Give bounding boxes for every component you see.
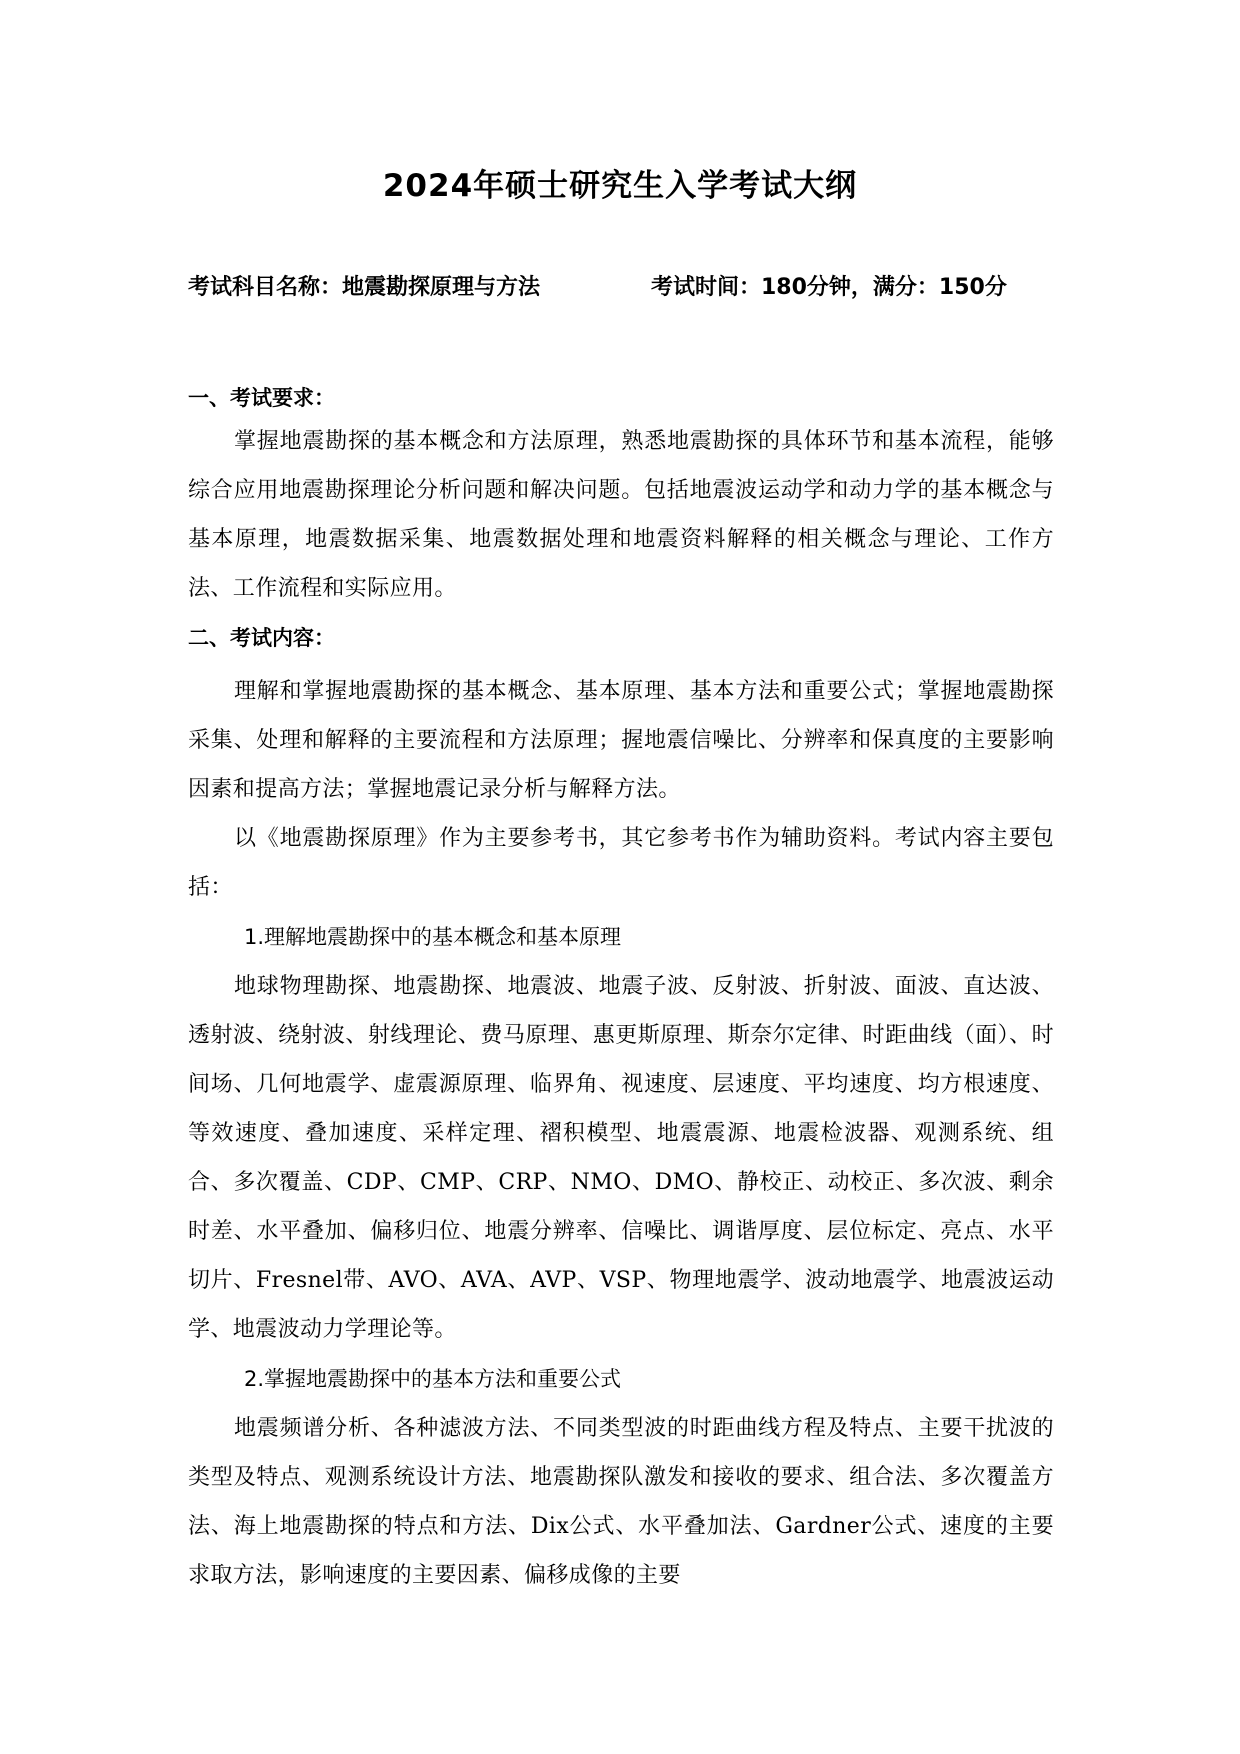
- document-title: 2024年硕士研究生入学考试大纲: [382, 168, 858, 204]
- section-heading-content: 二、考试内容：: [188, 626, 335, 650]
- exam-time-score: 考试时间：180分钟，满分：150分: [651, 275, 1007, 300]
- exam-info-line: [188, 270, 1068, 301]
- content-paragraph-2: 以《地震勘探原理》作为主要参考书，其它参考书作为辅助资料。考试内容主要包括：: [188, 826, 1054, 900]
- exam-subject: 考试科目名称：地震勘探原理与方法: [188, 275, 541, 300]
- subsection-heading-1: 1.理解地震勘探中的基本概念和基本原理: [244, 925, 622, 949]
- subsection-paragraph-2: 地震频谱分析、各种滤波方法、不同类型波的时距曲线方程及特点、主要干扰波的类型及特点、观测系统设计方法、地震勘探队激发和接收的要求、组合法、多次覆盖方法、海上地震勘探的特点和方法、Dix公式、水平叠加法、Gardner公式、速度的主要求取方法，影响速度的主要因素、偏移成像的主要: [188, 1416, 1054, 1588]
- subsection-paragraph-1: 地球物理勘探、地震勘探、地震波、地震子波、反射波、折射波、面波、直达波、透射波、绕射波、射线理论、费马原理、惠更斯原理、斯奈尔定律、时距曲线（面）、时间场、几何地震学、虚震源原理、临界角、视速度、层速度、平均速度、均方根速度、等效速度、叠加速度、采样定理、褶积模型、地震震源、地震检波器、观测系统、组合、多次覆盖、CDP、CMP、CRP、NMO、DMO、静校正、动校正、多次波、剩余时差、水平叠加、偏移归位、地震分辨率、信噪比、调谐厚度、层位标定、亮点、水平切片、Fresnel带、AVO、AVA、AVP、VSP、物理地震学、波动地震学、地震波运动学、地震波动力学理论等。: [188, 974, 1054, 1342]
- section-heading-requirements: 一、考试要求：: [188, 386, 335, 410]
- document-body: [188, 383, 1054, 1600]
- content-paragraph-1: 理解和掌握地震勘探的基本概念、基本原理、基本方法和重要公式；掌握地震勘探采集、处理和解释的主要流程和方法原理；握地震信噪比、分辨率和保真度的主要影响因素和提高方法；掌握地震记录分析与解释方法。: [188, 679, 1054, 802]
- requirements-paragraph: 掌握地震勘探的基本概念和方法原理，熟悉地震勘探的具体环节和基本流程，能够综合应用地震勘探理论分析问题和解决问题。包括地震波运动学和动力学的基本概念与基本原理，地震数据采集、地震数据处理和地震资料解释的相关概念与理论、工作方法、工作流程和实际应用。: [188, 429, 1054, 601]
- subsection-heading-2: 2.掌握地震勘探中的基本方法和重要公式: [244, 1367, 622, 1391]
